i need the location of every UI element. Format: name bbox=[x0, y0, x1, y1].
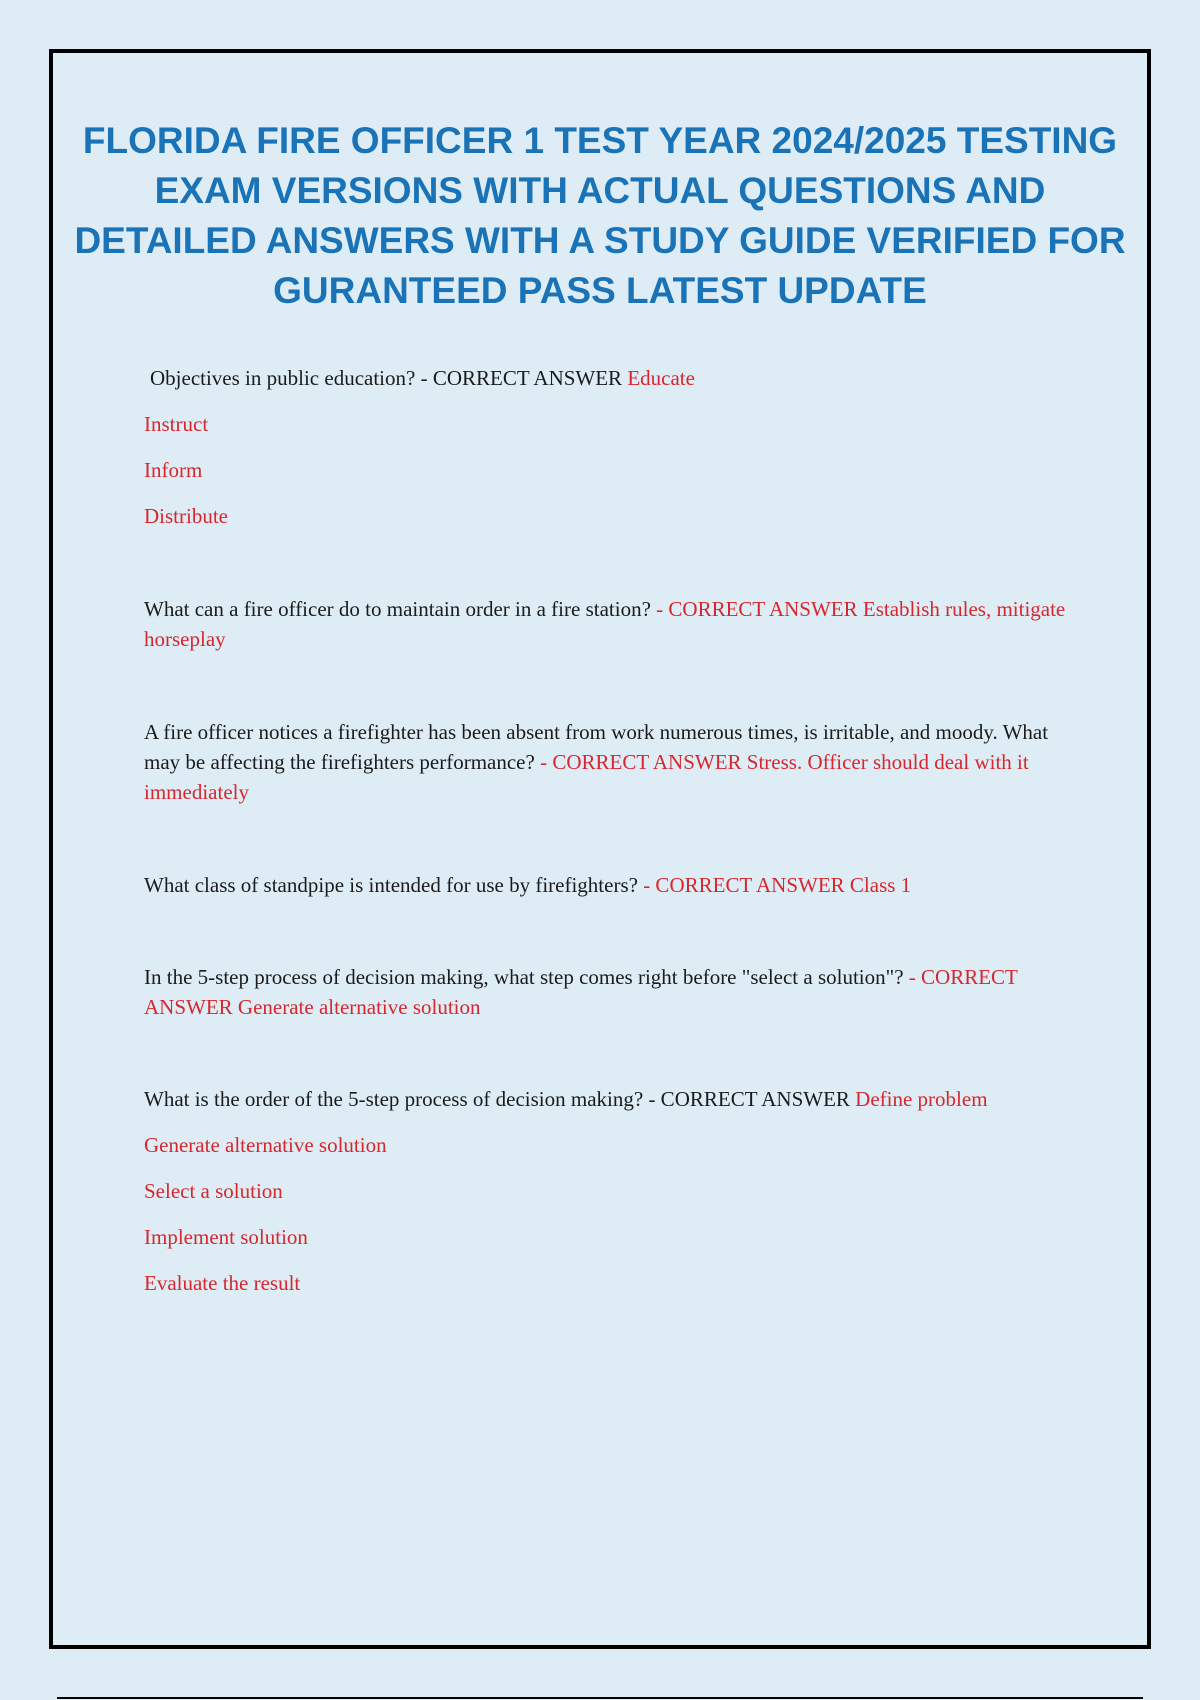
answer-line: Inform bbox=[144, 458, 203, 482]
question-6: What is the order of the 5-step process of decision making? bbox=[144, 1087, 644, 1111]
answer-6: Define problem bbox=[855, 1087, 988, 1111]
answer-1: Educate bbox=[627, 366, 695, 390]
answer-line: Implement solution bbox=[144, 1225, 308, 1249]
answer-line: Generate alternative solution bbox=[144, 1133, 387, 1157]
document-title: FLORIDA FIRE OFFICER 1 TEST YEAR 2024/2025 TESTING EXAM VERSIONS WITH ACTUAL QUESTIONS AND DETAILED ANSWERS WITH A STUDY GUIDE VERIFIED FOR GURANTEED PASS LATEST UPDATE bbox=[74, 120, 1126, 311]
question-3: A fire officer notices a firefighter has been absent from work numerous times, is irritable, and moody. What may be affecting the firefighters performance? bbox=[144, 720, 1049, 774]
answer-prefix-1: - CORRECT ANSWER bbox=[420, 366, 623, 390]
qa-item-5 bbox=[144, 962, 1087, 1022]
answer-line: Distribute bbox=[144, 504, 228, 528]
answer-4: Class 1 bbox=[849, 873, 912, 897]
answer-prefix-6: - CORRECT ANSWER bbox=[648, 1087, 850, 1111]
question-4: What class of standpipe is intended for use by firefighters? bbox=[144, 873, 638, 897]
answer-line: Instruct bbox=[144, 412, 209, 436]
qa-item-4 bbox=[144, 870, 1087, 900]
answer-line: Evaluate the result bbox=[144, 1271, 301, 1295]
qa-item-1 bbox=[144, 363, 1087, 393]
answer-2: Establish rules, mitigate horseplay bbox=[144, 597, 1066, 651]
answer-5: Generate alternative solution bbox=[237, 995, 481, 1019]
qa-item-3 bbox=[144, 717, 1087, 807]
qa-item-6 bbox=[144, 1084, 1087, 1114]
question-1: Objectives in public education? bbox=[150, 366, 416, 390]
answer-prefix-3: - CORRECT ANSWER bbox=[540, 750, 742, 774]
answer-3: Stress. Officer should deal with it immediately bbox=[144, 750, 1029, 804]
answer-prefix-5: - CORRECT ANSWER bbox=[144, 965, 1018, 1019]
qa-list bbox=[53, 363, 1147, 1298]
answer-prefix-2: - CORRECT ANSWER bbox=[656, 597, 858, 621]
page-bottom-rule bbox=[57, 1697, 1143, 1699]
question-5: In the 5-step process of decision making, what step comes right before "select a solution"? bbox=[144, 965, 904, 989]
answer-prefix-4: - CORRECT ANSWER bbox=[643, 873, 845, 897]
document-page bbox=[49, 49, 1151, 1649]
question-2: What can a fire officer do to maintain order in a fire station? bbox=[144, 597, 651, 621]
qa-item-2 bbox=[144, 594, 1087, 654]
answer-line: Select a solution bbox=[144, 1179, 283, 1203]
